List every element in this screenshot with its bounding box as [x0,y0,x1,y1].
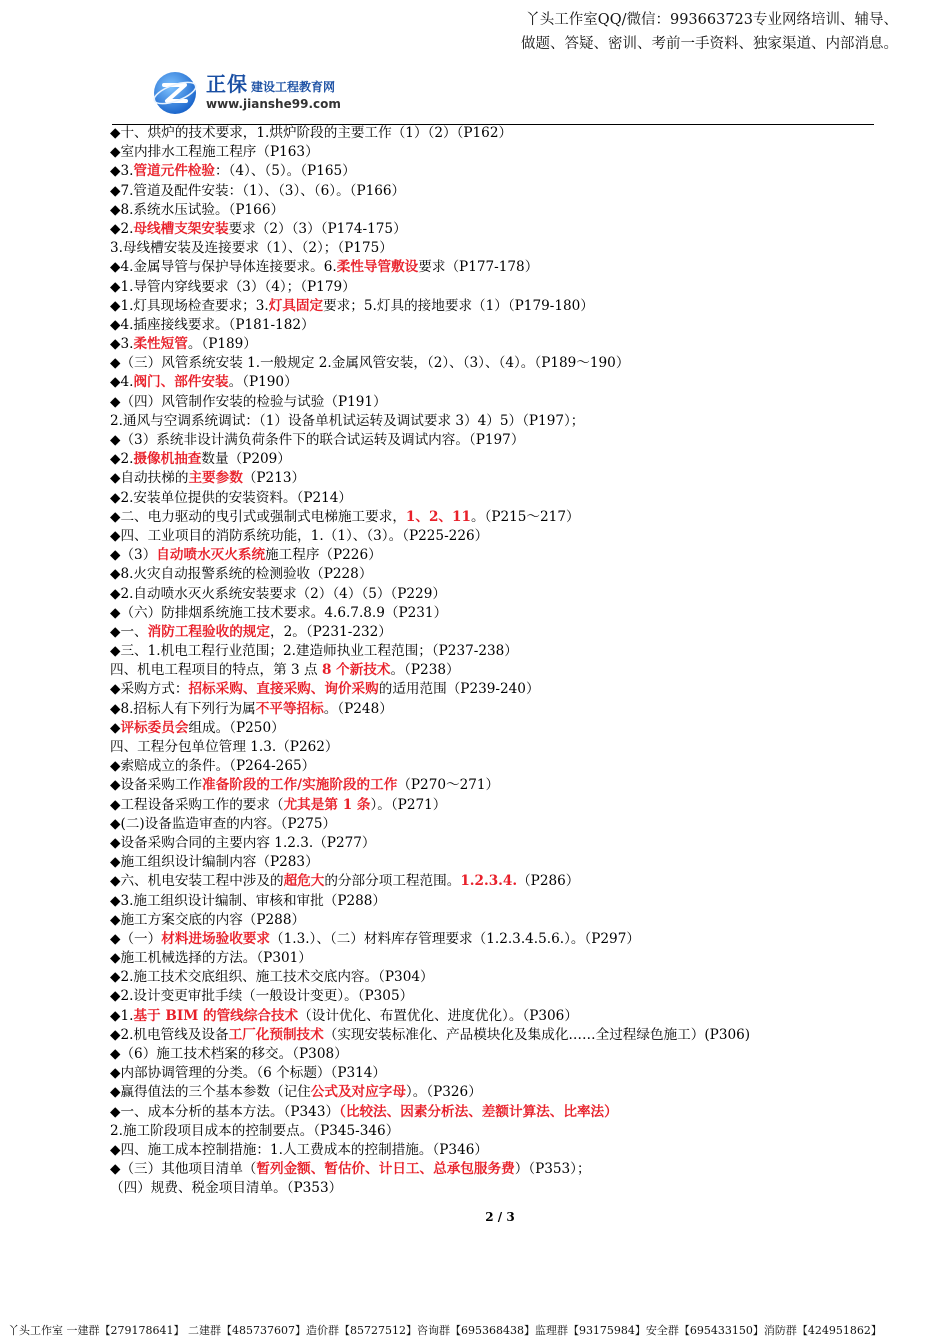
text-segment: ◆室内排水工程施工程序（P163） [110,144,319,161]
highlighted-text: 主要参数 [188,470,243,487]
text-segment: ，2。（P231-232） [270,623,392,640]
text-segment: 2.通风与空调系统调试：（1）设备单机试运转及调试要求 3）4）5）（P197）； [110,412,585,429]
highlighted-text: 暂列金额、暂估价、计日工、总承包服务费 [256,1161,515,1178]
text-segment: 四、工程分包单位管理 1.3.（P262） [110,739,339,755]
text-segment: 。（P248） [323,700,393,717]
text-line [110,373,900,392]
footer-group-list: 丫头工作室 一建群【279178641】 二建群【485737607】造价群【85727512】咨询群【695368438】监理群【93175984】安全群【695433150】消防群【424951862】 [8,1324,882,1337]
text-segment: ◆2.自动喷水灭火系统安装要求（2）（4）（5）（P229） [110,585,446,602]
highlighted-text: 基于 BIM 的管线综合技术 [133,1007,299,1024]
text-line [110,182,900,201]
text-line [110,738,900,757]
text-line [110,316,900,335]
highlighted-text: 灯具固定 [268,297,324,314]
text-segment: 。（P215～217） [470,508,580,525]
text-line [110,220,900,239]
text-segment: ◆8.系统水压试验。（P166） [110,201,285,218]
highlighted-text: 尤其是第 1 条 [283,796,371,813]
highlighted-text: 1、2、11 [405,508,471,525]
text-segment: ：（4）、（5）。（P165） [215,163,356,180]
text-segment: 要求（2）（3）（P174-175） [228,220,407,237]
text-line [110,469,900,488]
header-note-line-2: 做题、答疑、密训、考前一手资料、独家渠道、内部消息。 [521,36,898,52]
text-line [110,489,900,508]
text-segment: ◆一、成本分析的基本方法。（P343） [110,1103,340,1120]
text-line [110,546,900,565]
text-segment: ◆4. [110,374,134,391]
text-segment: ◆施工机械选择的方法。（P301） [110,950,312,967]
text-segment: 。（P238） [390,662,460,679]
highlighted-text: 柔性短管 [133,336,188,353]
text-segment: 2.施工阶段项目成本的控制要点。（P345-346） [110,1122,400,1139]
text-segment: ◆（六）防排烟系统施工技术要求。4.6.7.8.9（P231） [110,604,448,621]
highlighted-text: 柔性导管敷设 [336,259,419,276]
text-line [110,1122,900,1141]
text-line [110,278,900,297]
text-line [110,623,900,642]
text-segment: ◆1.灯具现场检查要求；3. [110,297,269,314]
highlighted-text: 1.2.3.4. [460,873,518,890]
text-line [110,585,900,604]
text-line [110,661,900,680]
logo-name-main: 正保 [206,72,248,96]
text-segment: 要求；5.灯具的接地要求（1）（P179-180） [323,297,594,314]
text-line [110,565,900,584]
text-segment: 的适用范围（P239-240） [378,681,540,698]
text-segment: ◆2. [110,220,134,237]
text-segment: ）。（P271） [370,796,447,813]
highlighted-text: （比较法、因素分析法、差额计算法、比率法） [339,1103,618,1120]
text-segment: （P270～271） [397,777,500,794]
text-segment: （1.3.）、（二）材料库存管理要求（1.2.3.4.5.6.）。（P297） [270,930,640,947]
text-segment: （P286） [517,873,580,890]
text-line [110,911,900,930]
text-line [110,1083,900,1102]
text-segment: ◆2.施工技术交底组织、施工技术交底内容。（P304） [110,969,434,986]
text-segment: 3.母线槽安装及连接要求（1）、（2）；（P175） [110,240,393,257]
header-note-line-1: 丫头工作室QQ/微信：993663723专业网络培训、辅导、 [525,12,898,28]
logo-emblem-icon [152,70,198,116]
text-line [110,1064,900,1083]
text-line [110,1160,900,1179]
text-line [110,527,900,546]
text-segment: ◆一、 [110,623,148,640]
text-line [110,239,900,258]
document-body [110,124,900,1199]
text-segment: （P213） [242,470,306,487]
text-line [110,508,900,527]
text-segment: 施工程序（P226） [265,547,382,564]
text-line [110,853,900,872]
text-line [110,431,900,450]
text-segment: ◆四、施工成本控制措施：1.人工费成本的控制措施。（P346） [110,1141,488,1158]
text-line [110,987,900,1006]
text-segment: ◆（四）风管制作安装的检验与试验（P191） [110,393,387,410]
text-segment: ◆四、工业项目的消防系统功能，1.（1）、（3）。（P225-226） [110,527,489,544]
text-line [110,834,900,853]
header-contact-note [378,8,898,56]
highlighted-text: 阀门、部件安装 [133,374,229,391]
text-segment: ◆十、烘炉的技术要求，1.烘炉阶段的主要工作（1）（2）（P162） [110,125,513,141]
highlighted-text: 评标委员会 [120,719,189,736]
text-line [110,872,900,891]
text-segment: 要求（P177-178） [418,259,539,276]
text-segment: ）（P353）； [514,1161,591,1178]
text-line [110,796,900,815]
text-segment: ◆自动扶梯的 [110,470,189,487]
text-segment: ◆二、电力驱动的曳引式或强制式电梯施工要求， [110,508,406,525]
text-line [110,201,900,220]
text-segment: （四）规费、税金项目清单。（P353） [110,1180,343,1197]
text-line [110,700,900,719]
text-line [110,1026,900,1045]
text-line [110,1007,900,1026]
text-segment: ◆2.设计变更审批手续（一般设计变更）。（P305） [110,988,414,1005]
text-line [110,604,900,623]
highlighted-text: 8 个新技术 [321,662,391,679]
highlighted-text: 工厂化预制技术 [228,1026,324,1043]
highlighted-text: 材料进场验收要求 [161,930,270,947]
text-segment: ◆2.机电管线及设备 [110,1026,229,1043]
highlighted-text: 准备阶段的工作/实施阶段的工作 [202,777,398,794]
text-segment: ）。（P326） [405,1084,482,1101]
text-segment: ◆设备采购工作 [110,777,203,794]
text-segment: ◆（6）施工技术档案的移交。（P308） [110,1046,348,1062]
logo-name [206,68,335,97]
highlighted-text: 公式及对应字母 [310,1084,406,1101]
highlighted-text: 不平等招标 [255,700,324,717]
text-segment: 。（P189） [187,336,257,353]
highlighted-text: 自动喷水灭火系统 [156,547,266,564]
text-line [110,450,900,469]
text-segment: 的分部分项工程范围。 [324,873,461,890]
text-line [110,297,900,316]
page-number: 2 / 3 [485,1210,515,1224]
highlighted-text: 招标采购、直接采购、询价采购 [188,681,379,698]
text-segment: ◆2.安装单位提供的安装资料。（P214） [110,489,353,506]
text-segment: ◆3.施工组织设计编制、审核和审批（P288） [110,892,387,909]
text-segment: ◆4.插座接线要求。（P181-182） [110,316,315,333]
text-segment: ◆1. [110,1007,134,1024]
text-line [110,412,900,431]
text-line [110,1179,900,1198]
text-segment: （实现安装标准化、产品模块化及集成化……全过程绿色施工）(P306) [323,1026,751,1043]
text-line [110,968,900,987]
text-line [110,1045,900,1064]
highlighted-text: 超危大 [283,873,325,890]
text-segment: ◆8.火灾自动报警系统的检测验收（P228） [110,566,373,583]
text-line [110,258,900,277]
site-logo[interactable] [152,66,372,118]
text-line [110,162,900,181]
text-segment: ◆赢得值法的三个基本参数（记住 [110,1084,311,1101]
text-segment: 组成。（P250） [188,719,285,736]
text-segment: ◆（3） [110,547,157,564]
text-segment: ◆（一） [110,930,162,947]
text-line [110,776,900,795]
text-segment: ◆三、1.机电工程行业范围；2.建造师执业工程范围；（P237-238） [110,643,518,660]
text-line [110,1141,900,1160]
text-segment: ◆（3）系统非设计满负荷条件下的联合试运转及调试内容。（P197） [110,432,525,448]
text-segment: ◆施工方案交底的内容（P288） [110,911,306,928]
text-segment: ◆3. [110,163,134,180]
text-segment: ◆工程设备采购工作的要求（ [110,796,284,813]
text-segment: 。（P190） [228,374,298,391]
highlighted-text: 母线槽支架安装 [133,220,229,237]
text-segment: ◆2. [110,451,134,468]
text-segment: ◆7.管道及配件安装：（1）、（3）、（6）。（P166） [110,182,406,199]
text-segment: 数量（P209） [201,451,291,468]
text-segment: ◆索赔成立的条件。（P264-265） [110,758,316,775]
text-segment: ◆8.招标人有下列行为属 [110,700,256,717]
text-segment: ◆(二)设备监造审查的内容。（P275） [110,815,337,832]
text-segment: ◆施工组织设计编制内容（P283） [110,854,319,871]
highlighted-text: 管道元件检验 [133,163,215,180]
highlighted-text: 消防工程验收的规定 [147,623,270,640]
text-line [110,757,900,776]
text-line [110,680,900,699]
text-segment: 四、机电工程项目的特点，第 3 点 [110,662,322,679]
logo-url: www.jianshe99.com [206,97,341,111]
text-segment: ◆3. [110,336,134,353]
text-line [110,124,900,143]
text-segment: ◆采购方式： [110,681,189,698]
text-line [110,642,900,661]
text-segment: ◆内部协调管理的分类。（6 个标题）（P314） [110,1065,387,1082]
text-segment: ◆1.导管内穿线要求（3）（4）；（P179） [110,278,356,295]
text-segment: ◆（三）风管系统安装 1.一般规定 2.金属风管安装，（2）、（3）、（4）。（P189～190） [110,355,630,372]
text-line [110,143,900,162]
text-line [110,719,900,738]
text-line [110,892,900,911]
text-line [110,949,900,968]
text-segment: ◆六、机电安装工程中涉及的 [110,873,284,890]
text-segment: ◆4.金属导管与保护导体连接要求。6. [110,259,337,276]
text-line [110,930,900,949]
text-segment: ◆（三）其他项目清单（ [110,1161,257,1178]
highlighted-text: 摄像机抽查 [133,451,202,468]
text-segment: ◆设备采购合同的主要内容 1.2.3.（P277） [110,834,376,851]
text-line [110,354,900,373]
text-line [110,335,900,354]
text-line [110,393,900,412]
text-segment: ◆ [110,719,121,736]
text-line [110,815,900,834]
logo-name-sub: 建设工程教育网 [251,80,336,94]
text-line [110,1103,900,1122]
text-segment: （设计优化、布置优化、进度优化）。（P306） [298,1007,578,1024]
